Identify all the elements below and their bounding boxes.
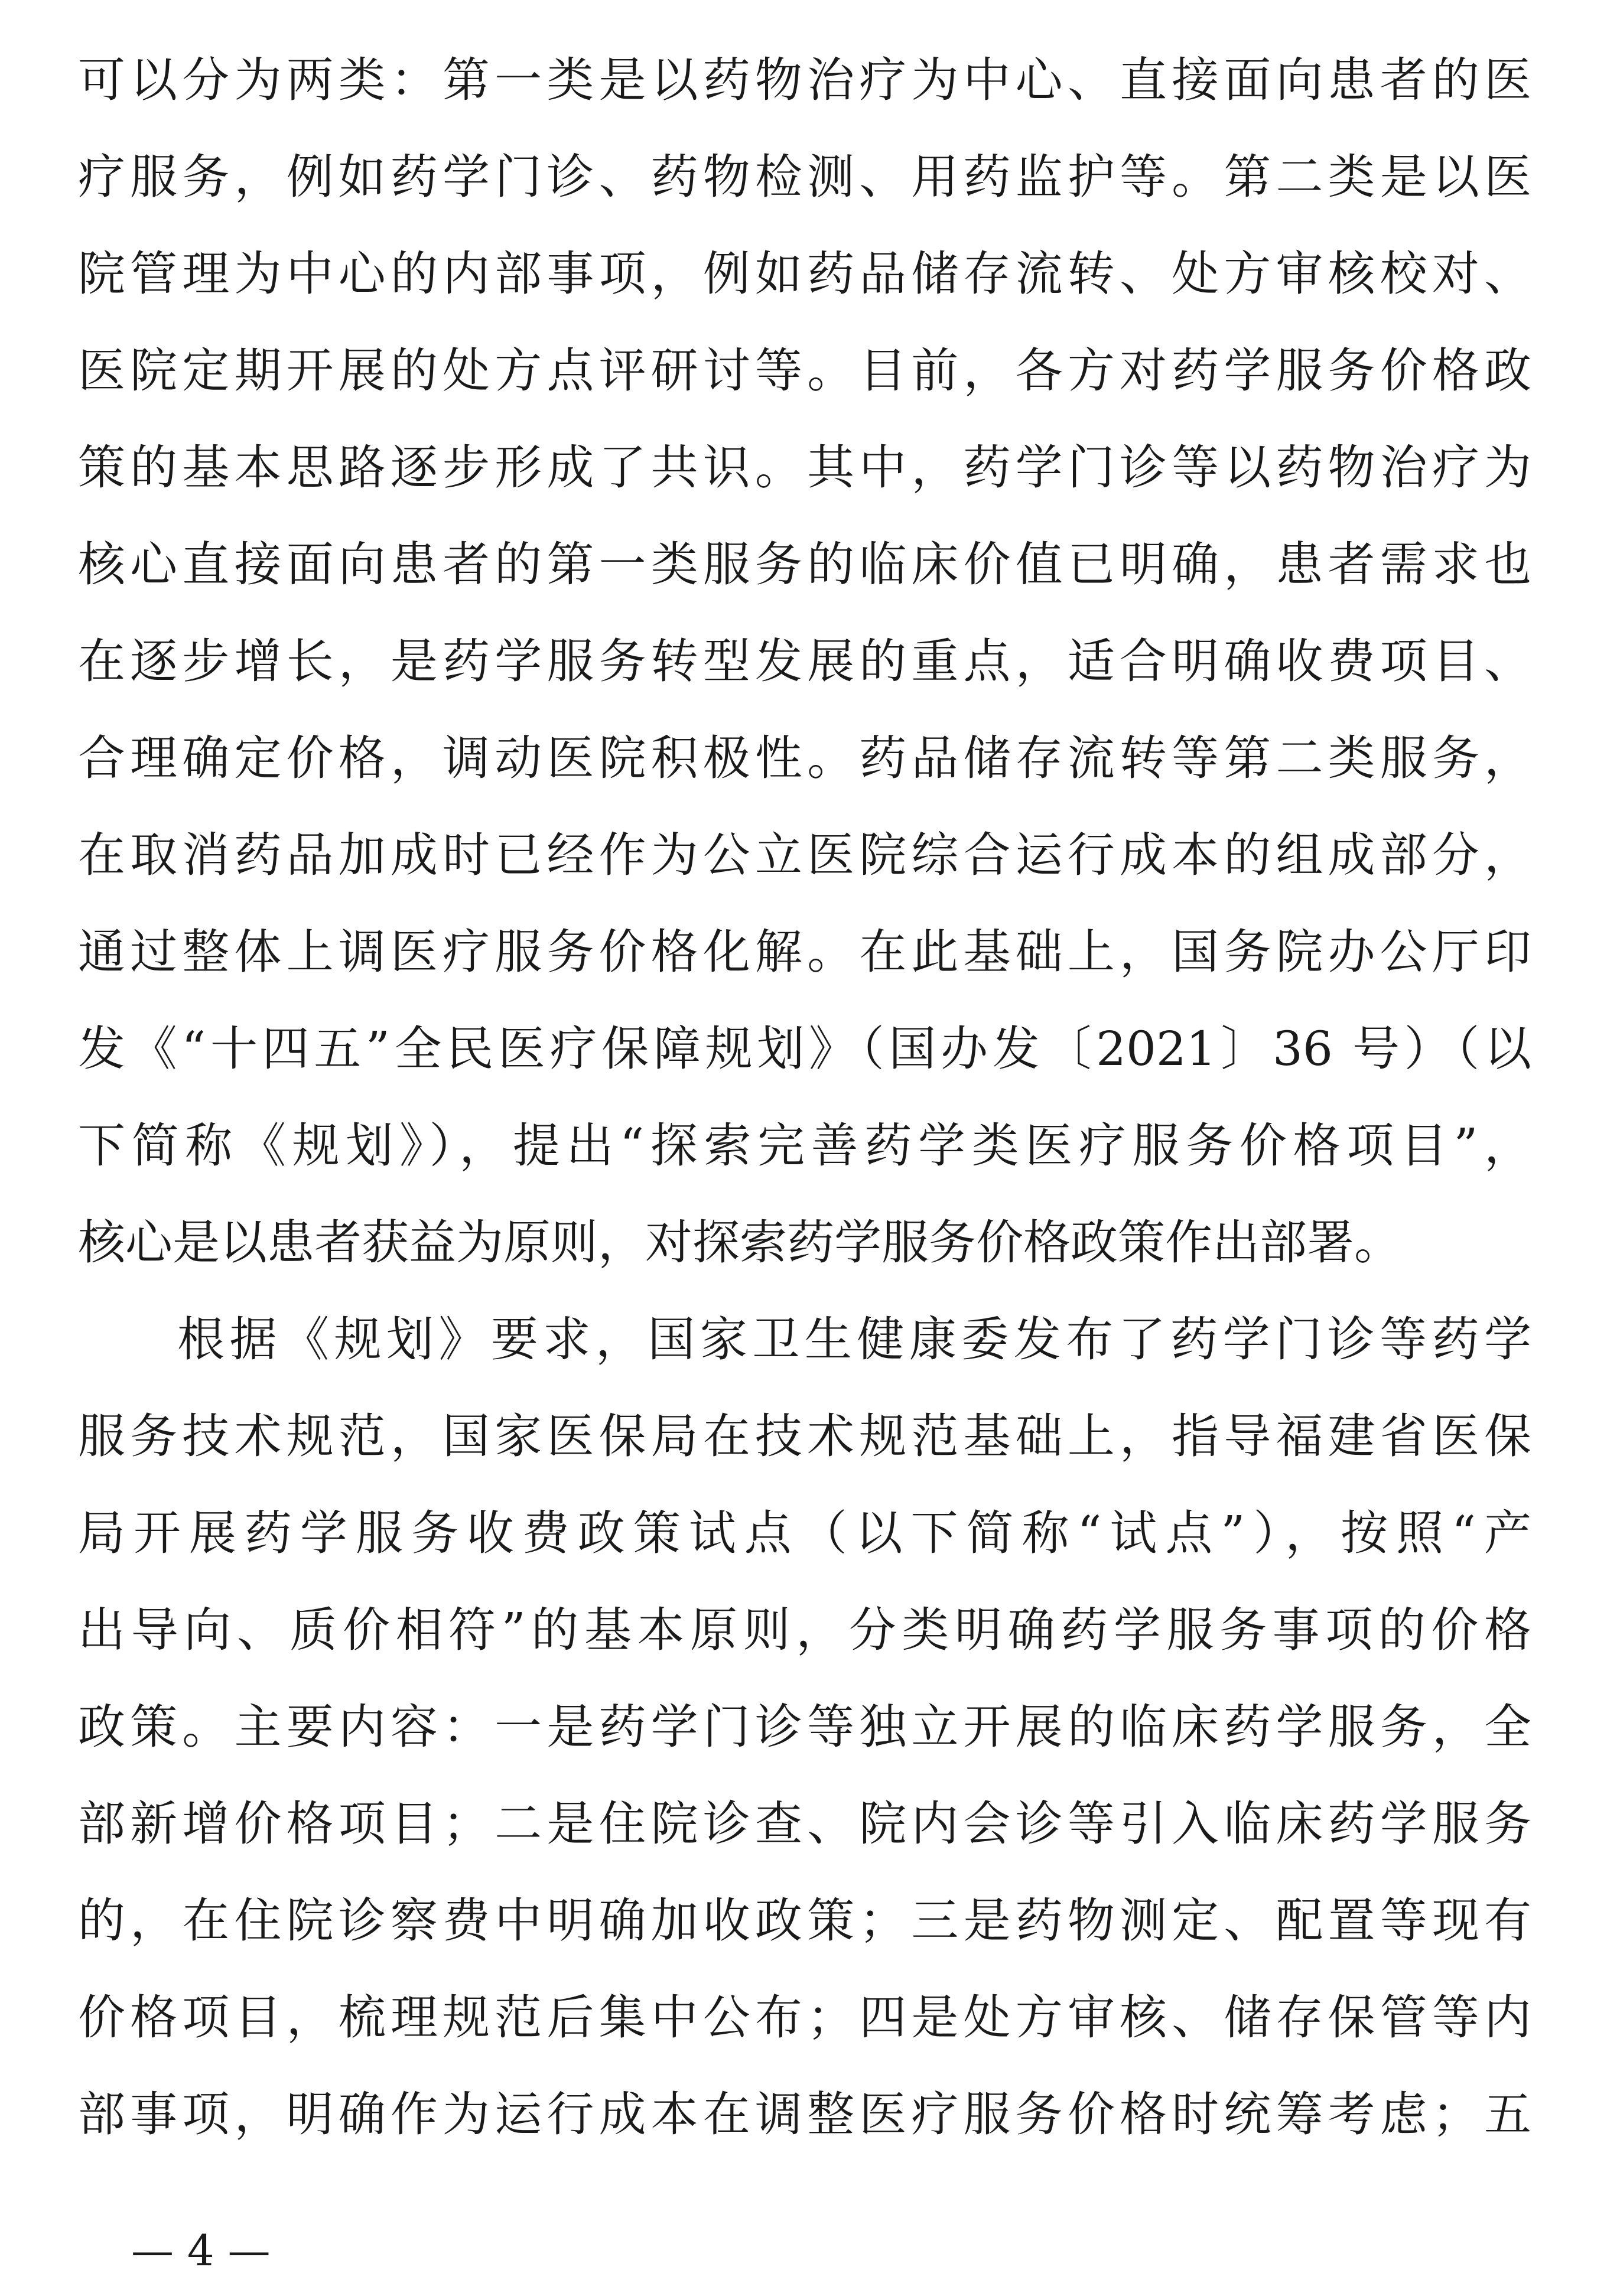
text-line: 合理确定价格，调动医院积极性。药品储存流转等第二类服务，: [78, 731, 1531, 786]
text-line: 在逐步增长，是药学服务转型发展的重点，适合明确收费项目、: [78, 634, 1531, 689]
page-number: — 4 —: [131, 2226, 271, 2275]
text-line: 部新增价格项目；二是住院诊查、院内会诊等引入临床药学服务: [78, 1796, 1531, 1851]
text-line: 下简称《规划》），提出“探索完善药学类医疗服务价格项目”，: [78, 1118, 1531, 1173]
text-line: 服务技术规范，国家医保局在技术规范基础上，指导福建省医保: [78, 1409, 1531, 1464]
text-line: 通过整体上调医疗服务价格化解。在此基础上，国务院办公厅印: [78, 924, 1531, 979]
text-line: 在取消药品加成时已经作为公立医院综合运行成本的组成部分，: [78, 828, 1531, 882]
text-line: 院管理为中心的内部事项，例如药品储存流转、处方审核校对、: [78, 246, 1531, 301]
text-line: 部事项，明确作为运行成本在调整医疗服务价格时统筹考虑；五: [78, 2087, 1531, 2142]
text-line: 疗服务，例如药学门诊、药物检测、用药监护等。第二类是以医: [78, 149, 1531, 204]
text-line: 政策。主要内容：一是药学门诊等独立开展的临床药学服务，全: [78, 1699, 1531, 1754]
text-line: 可以分为两类：第一类是以药物治疗为中心、直接面向患者的医: [78, 53, 1531, 108]
text-line: 发《“十四五”全民医疗保障规划》（国办发〔2021〕36 号）（以: [78, 1021, 1531, 1076]
text-line: 局开展药学服务收费政策试点（以下简称“试点”），按照“产: [78, 1506, 1531, 1561]
text-line: 的，在住院诊察费中明确加收政策；三是药物测定、配置等现有: [78, 1893, 1531, 1948]
paragraph-first-line: 根据《规划》要求，国家卫生健康委发布了药学门诊等药学: [177, 1312, 1531, 1367]
text-line: 出导向、质价相符”的基本原则，分类明确药学服务事项的价格: [78, 1603, 1531, 1657]
text-line: 医院定期开展的处方点评研讨等。目前，各方对药学服务价格政: [78, 343, 1531, 398]
text-line: 价格项目，梳理规范后集中公布；四是处方审核、储存保管等内: [78, 1990, 1531, 2045]
text-line: 核心是以患者获益为原则，对探索药学服务价格政策作出部署。: [78, 1215, 1401, 1270]
text-line: 核心直接面向患者的第一类服务的临床价值已明确，患者需求也: [78, 537, 1531, 592]
text-line: 策的基本思路逐步形成了共识。其中，药学门诊等以药物治疗为: [78, 440, 1531, 495]
